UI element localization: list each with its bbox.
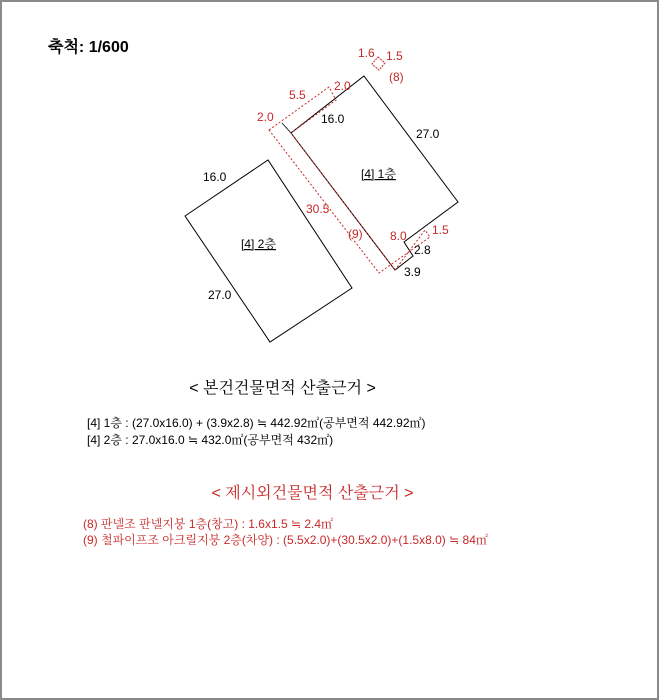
extra-section-title: < 제시외건물면적 산출근거 >: [211, 485, 414, 502]
dim-ext-3-9: 3.9: [404, 265, 421, 279]
dim-canopy-5-5: 5.5: [289, 88, 306, 102]
building-2f-label: [4] 2층: [241, 237, 276, 251]
dim-1f-width: 16.0: [321, 112, 345, 126]
extra-line-9: (9) 철파이프조 아크릴지붕 2층(차양) : (5.5x2.0)+(30.5x2.0)+(1.5x8.0) ≒ 84㎡: [83, 533, 488, 547]
dim-shed-1-6: 1.6: [358, 46, 375, 60]
dim-ext-2-8: 2.8: [414, 243, 431, 257]
dim-1f-length: 27.0: [416, 127, 440, 141]
extra-line-8: (8) 판넬조 판넬지붕 1층(창고) : 1.6x1.5 ≒ 2.4㎡: [83, 517, 334, 531]
main-section-title: < 본건건물면적 산출근거 >: [189, 380, 376, 397]
main-line-2f: [4] 2층 : 27.0x16.0 ≒ 432.0㎡(공부면적 432㎡): [87, 433, 334, 447]
dim-shed-1-5: 1.5: [386, 49, 403, 63]
shed-8-label: (8): [389, 70, 404, 84]
building-1f-label: [4] 1층: [361, 167, 396, 181]
dim-canopy-30-5: 30.5: [306, 202, 330, 216]
dim-canopy-8-0: 8.0: [390, 229, 407, 243]
canopy-9-label: (9): [348, 227, 363, 241]
dim-2f-length: 27.0: [208, 288, 232, 302]
dim-2f-width: 16.0: [203, 170, 227, 184]
scale-label: 축척: 1/600: [48, 39, 129, 56]
dim-canopy-2-0-top: 2.0: [334, 79, 351, 93]
building-2f-outline: [185, 160, 352, 342]
dim-canopy-1-5: 1.5: [432, 223, 449, 237]
canopy-9-divider: [282, 123, 291, 133]
dim-canopy-2-0-left: 2.0: [257, 110, 274, 124]
main-line-1f: [4] 1층 : (27.0x16.0) + (3.9x2.8) ≒ 442.92㎡(공부면적 442.92㎡): [87, 416, 426, 430]
